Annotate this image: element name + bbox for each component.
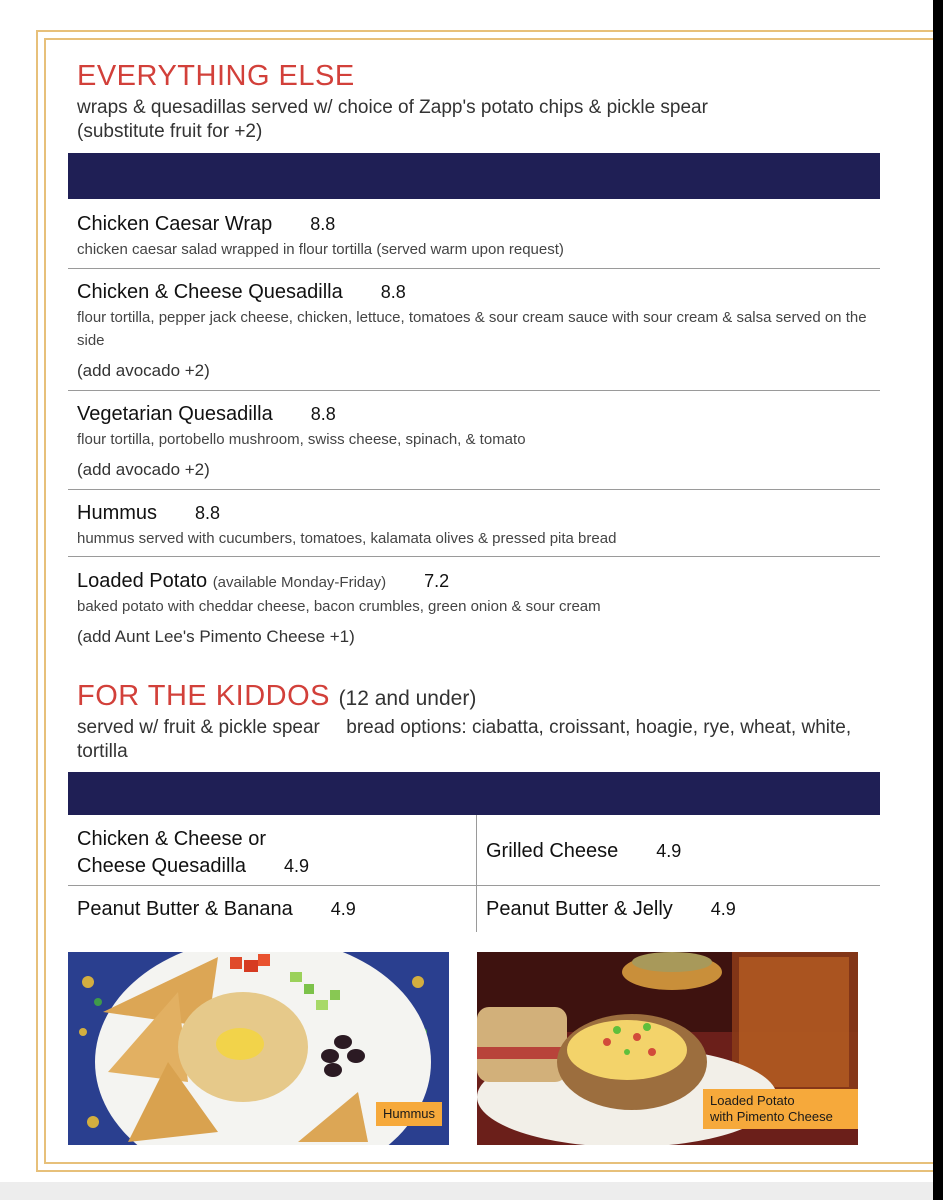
section-subtitle — [77, 96, 877, 144]
menu-item-hummus — [68, 499, 880, 557]
kids-item-name: Peanut Butter & Banana — [77, 898, 293, 920]
subtitle-line: wraps & quesadillas served w/ choice of Zapp's potato chips & pickle spear — [77, 97, 708, 118]
kids-menu-grid — [68, 815, 880, 932]
item-description: hummus served with cucumbers, tomatoes, kalamata olives & pressed pita bread — [77, 530, 617, 547]
item-name: Hummus — [77, 502, 158, 524]
item-heading — [77, 210, 880, 238]
kids-item-name: Grilled Cheese — [486, 840, 619, 862]
item-addon: (add avocado +2) — [77, 460, 210, 479]
item-addon: (add Aunt Lee's Pimento Cheese +1) — [77, 627, 355, 646]
item-heading — [77, 278, 880, 306]
kids-item-price: 4.9 — [710, 899, 736, 919]
kids-item-price: 4.9 — [330, 899, 356, 919]
item-availability-note: (available Monday-Friday) — [212, 574, 387, 591]
item-price: 7.2 — [424, 571, 450, 591]
kiddos-subtitle: served w/ fruit & pickle spear bread options: ciabatta, croissant, hoagie, rye, wheat, white, tortilla — [77, 717, 857, 762]
item-price: 8.8 — [310, 404, 336, 424]
item-price: 8.8 — [310, 214, 336, 234]
item-name: Chicken & Cheese Quesadilla — [77, 281, 343, 303]
photo-caption — [703, 1089, 858, 1129]
kiddos-age-note: (12 and under) — [338, 687, 477, 710]
item-price: 8.8 — [380, 282, 406, 302]
kids-item-pb-banana — [77, 895, 467, 923]
item-name: Chicken Caesar Wrap — [77, 213, 273, 235]
section-title-everything-else: EVERYTHING ELSE — [77, 60, 355, 92]
grid-divider-horizontal — [68, 885, 880, 886]
kids-item-grilled-cheese — [486, 837, 876, 865]
kids-item-name: Peanut Butter & Jelly — [486, 898, 673, 920]
item-price: 8.8 — [195, 503, 221, 523]
item-description: chicken caesar salad wrapped in flour tortilla (served warm upon request) — [77, 241, 564, 258]
item-heading — [77, 400, 880, 428]
photo-caption-line: Loaded Potato — [710, 1093, 795, 1108]
item-description: flour tortilla, pepper jack cheese, chicken, lettuce, tomatoes & sour cream sauce with sour cream & salsa served on the side — [77, 309, 867, 349]
kids-item-name-line2: Cheese Quesadilla — [77, 855, 246, 877]
menu-item-vegetarian-quesadilla — [68, 400, 880, 490]
item-heading — [77, 567, 880, 595]
kids-item-quesadilla — [77, 826, 467, 880]
section-title-kiddos — [77, 680, 476, 713]
kiddos-header-bar — [68, 772, 880, 815]
photo-caption-line: with Pimento Cheese — [710, 1109, 833, 1124]
grid-divider-vertical — [476, 815, 477, 932]
menu-item-chicken-caesar-wrap — [68, 210, 880, 269]
section-header-bar — [68, 153, 880, 199]
kids-item-name-line1: Chicken & Cheese or — [77, 828, 266, 850]
kiddos-title: FOR THE KIDDOS — [77, 680, 330, 712]
item-description: baked potato with cheddar cheese, bacon crumbles, green onion & sour cream — [77, 598, 601, 615]
photo-caption: Hummus — [376, 1102, 442, 1126]
menu-item-loaded-potato — [68, 567, 880, 652]
menu-item-chicken-cheese-quesadilla — [68, 278, 880, 391]
item-heading — [77, 499, 880, 527]
kids-item-pb-jelly — [486, 895, 876, 923]
screen-edge-bar — [933, 0, 943, 1200]
item-addon: (add avocado +2) — [77, 361, 210, 380]
loaded-potato-photo — [477, 952, 858, 1145]
item-description: flour tortilla, portobello mushroom, swiss cheese, spinach, & tomato — [77, 431, 526, 448]
subtitle-line: (substitute fruit for +2) — [77, 121, 263, 142]
item-name: Loaded Potato — [77, 570, 208, 592]
kids-item-price: 4.9 — [656, 841, 682, 861]
hummus-photo — [68, 952, 449, 1145]
kids-item-price: 4.9 — [284, 856, 310, 876]
item-name: Vegetarian Quesadilla — [77, 403, 273, 425]
